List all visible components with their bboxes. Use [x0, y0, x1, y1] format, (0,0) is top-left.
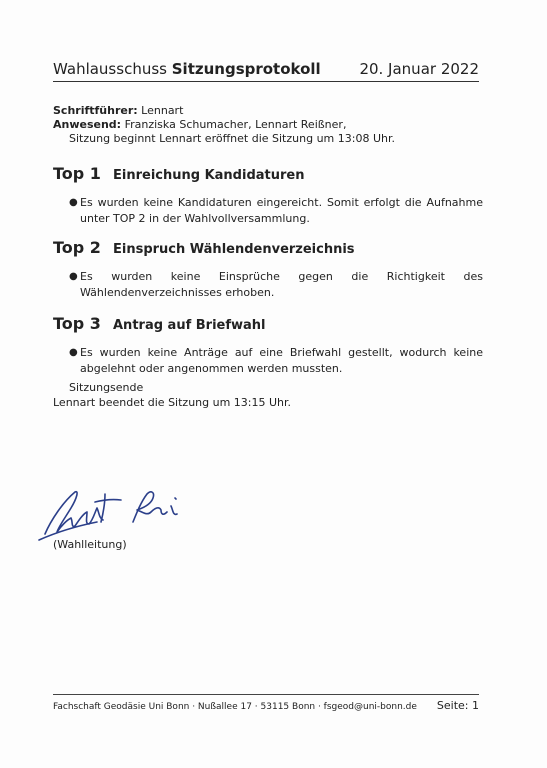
bullet-text: Es wurden keine Kandidaturen eingereicht. Somit erfolgt die Aufnahme unter TOP 2 in der Wahlvollversammlung. — [80, 196, 483, 225]
attendees-names: Franziska Schumacher, Lennart Reißner, — [124, 118, 347, 131]
handwritten-signature — [37, 482, 197, 544]
header-divider — [53, 81, 479, 82]
agenda-item-3 — [53, 314, 483, 377]
recorder-name: Lennart — [141, 104, 184, 117]
document-title — [53, 60, 321, 78]
agenda-item-number: Top 2 — [53, 238, 101, 257]
agenda-item-title: Antrag auf Briefwahl — [113, 318, 266, 333]
agenda-item-2 — [53, 238, 483, 301]
bullet-dot-icon: ● — [69, 197, 78, 208]
footer-divider — [53, 694, 479, 695]
bullet-dot-icon: ● — [69, 271, 78, 282]
title-prefix: Wahlausschuss — [53, 60, 167, 78]
meeting-closing — [53, 380, 291, 410]
agenda-item-heading — [53, 164, 483, 183]
meeting-start-text: Sitzung beginnt Lennart eröffnet die Sitzung um 13:08 Uhr. — [69, 132, 395, 145]
agenda-item-title: Einspruch Wählendenverzeichnis — [113, 242, 355, 257]
bullet-text: Es wurden keine Einsprüche gegen die Richtigkeit des Wählendenverzeichnisses erhoben. — [80, 270, 483, 299]
closing-text: Lennart beendet die Sitzung um 13:15 Uhr. — [53, 396, 292, 409]
agenda-item-bullet — [69, 269, 483, 301]
document-header — [53, 60, 479, 78]
agenda-item-bullet — [69, 195, 483, 227]
attendees-line — [53, 118, 483, 132]
recorder-label: Schriftführer: — [53, 104, 138, 117]
document-footer — [53, 699, 479, 712]
agenda-item-number: Top 1 — [53, 164, 101, 183]
recorder-line — [53, 104, 483, 118]
footer-address: Fachschaft Geodäsie Uni Bonn · Nußallee 17 · 53115 Bonn · fsgeod@uni-bonn.de — [53, 702, 417, 712]
meeting-meta — [53, 104, 483, 146]
agenda-item-title: Einreichung Kandidaturen — [113, 168, 305, 183]
agenda-item-heading — [53, 238, 483, 257]
agenda-item-number: Top 3 — [53, 314, 101, 333]
agenda-item-1 — [53, 164, 483, 227]
bullet-dot-icon: ● — [69, 347, 78, 358]
closing-label: Sitzungsende — [69, 381, 144, 394]
signature-caption: (Wahlleitung) — [53, 538, 127, 551]
agenda-item-bullet — [69, 345, 483, 377]
bullet-text: Es wurden keine Anträge auf eine Briefwahl gestellt, wodurch keine abgelehnt oder angenommen werden mussten. — [80, 346, 483, 375]
attendees-label: Anwesend: — [53, 118, 122, 131]
page-number: Seite: 1 — [436, 699, 479, 712]
title-bold: Sitzungsprotokoll — [171, 60, 321, 78]
agenda-item-heading — [53, 314, 483, 333]
document-date: 20. Januar 2022 — [359, 60, 479, 78]
